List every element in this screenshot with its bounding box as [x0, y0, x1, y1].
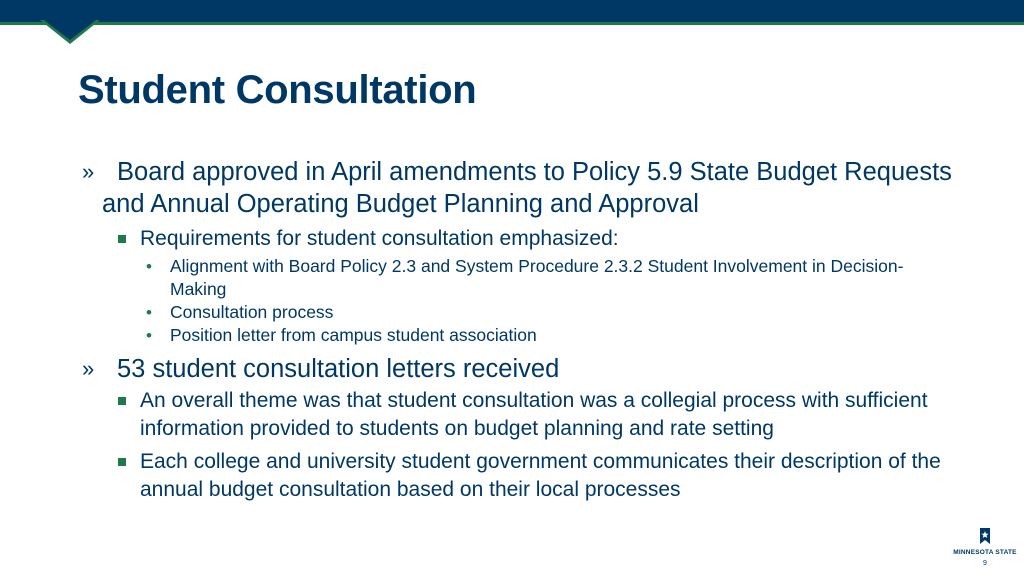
bullet-level2 — [78, 225, 958, 253]
bullet-level3 — [78, 301, 958, 324]
square-bullet-icon — [118, 397, 126, 405]
logo-text: MINNESOTA STATE — [953, 549, 1017, 556]
bullet-text: Position letter from campus student association — [170, 325, 537, 345]
chevron-bullet-icon: » — [82, 159, 95, 184]
chevron-bullet-icon: » — [82, 356, 95, 381]
bullet-text: Board approved in April amendments to Policy 5.9 State Budget Requests and Annual Operating Budget Planning and Approval — [102, 158, 952, 218]
bullet-text: An overall theme was that student consultation was a collegial process with sufficient information provided to students on budget planning and rate setting — [140, 389, 928, 440]
dot-bullet-icon: • — [146, 303, 152, 322]
bullet-level1 — [78, 353, 958, 385]
bullet-level2 — [78, 448, 958, 504]
bullet-text: Alignment with Board Policy 2.3 and System Procedure 2.3.2 Student Involvement in Decision-Making — [170, 256, 904, 299]
header-bar — [0, 0, 1024, 22]
header-chevron-shape — [0, 20, 140, 46]
dot-bullet-icon: • — [146, 326, 152, 345]
bullet-text: 53 student consultation letters received — [117, 355, 560, 383]
bullet-level3 — [78, 255, 958, 301]
north-star-flag-icon — [979, 528, 991, 546]
bullet-text: Consultation process — [170, 302, 334, 322]
bullet-level3 — [78, 324, 958, 347]
minnesota-state-logo — [950, 528, 1020, 556]
bullet-level1 — [78, 156, 958, 220]
dot-bullet-icon: • — [146, 257, 152, 276]
bullet-text: Each college and university student government communicates their description of the annual budget consultation based on their local processes — [140, 450, 941, 501]
square-bullet-icon — [118, 458, 126, 466]
slide-title: Student Consultation — [78, 68, 477, 112]
bullet-level2 — [78, 387, 958, 443]
square-bullet-icon — [118, 235, 126, 243]
bullet-text: Requirements for student consultation emphasized: — [140, 227, 619, 250]
slide-body — [78, 156, 958, 504]
page-number: 9 — [983, 560, 987, 567]
header-accent-line — [0, 22, 1024, 25]
